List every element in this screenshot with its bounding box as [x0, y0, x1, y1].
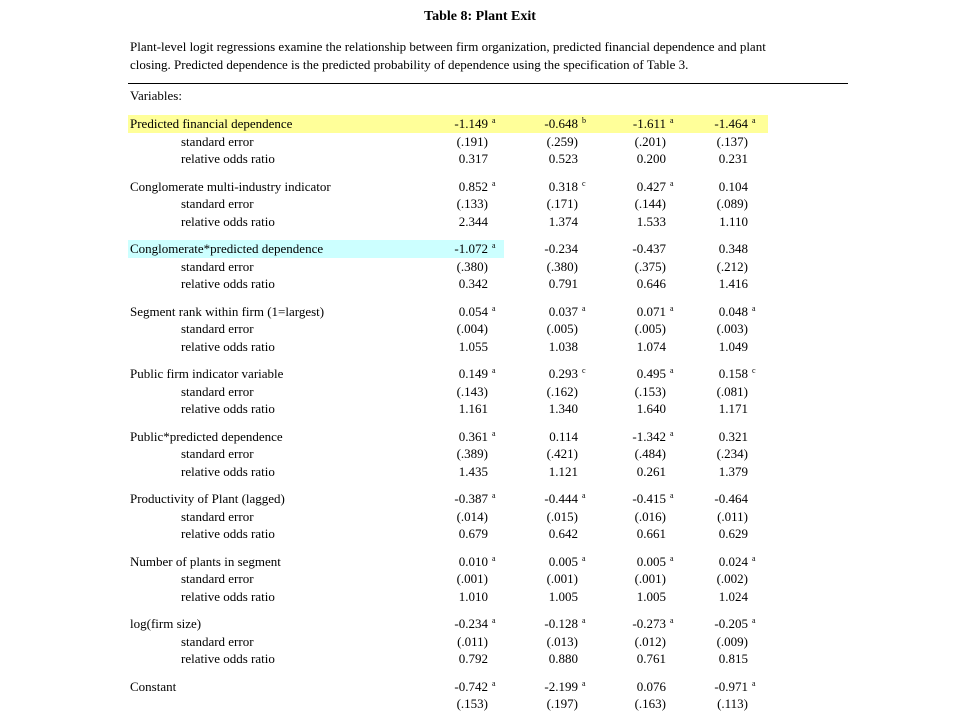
- cell-value: (.001): [546, 571, 578, 586]
- cell-value: -0.742: [454, 678, 488, 694]
- cell-value: 1.121: [548, 463, 578, 479]
- cell-value: 0.679: [458, 526, 488, 541]
- cell-value: -0.415: [632, 491, 666, 506]
- cell-value: 0.104: [718, 178, 748, 194]
- significance-marker: a: [670, 553, 674, 563]
- cell-value: 1.340: [548, 401, 578, 416]
- significance-marker: a: [752, 553, 756, 563]
- cell-value: 0.114: [549, 428, 578, 444]
- significance-marker: a: [492, 553, 496, 563]
- significance-marker: a: [752, 303, 756, 313]
- table-subrow: [0, 463, 960, 481]
- significance-marker: a: [492, 678, 496, 688]
- cell-value: -1.464: [714, 116, 748, 131]
- cell-value: (.421): [546, 446, 578, 461]
- cell-value: 0.048: [718, 303, 748, 319]
- cell-value: (.001): [634, 571, 666, 586]
- cell-value: -1.072: [454, 241, 488, 256]
- table-subrow: [0, 133, 960, 151]
- significance-marker: a: [752, 116, 756, 125]
- cell-value: -0.128: [544, 616, 578, 631]
- cell-value: (.153): [456, 696, 488, 711]
- cell-value: (.002): [716, 571, 748, 586]
- table-subrow: [0, 150, 960, 168]
- cell-value: 1.010: [458, 588, 488, 604]
- table-subrow: [0, 525, 960, 543]
- cell-value: (.153): [634, 383, 666, 399]
- cell-value: (.197): [546, 696, 578, 711]
- significance-marker: a: [492, 303, 496, 313]
- table-row: [0, 240, 960, 258]
- cell-value: -0.387: [454, 491, 488, 506]
- table-row: [0, 615, 960, 633]
- cell-value: (.144): [634, 196, 666, 211]
- cell-value: 0.024: [718, 553, 748, 569]
- significance-marker: a: [582, 553, 586, 563]
- cell-value: (.234): [716, 446, 748, 461]
- row-label: log(firm size): [130, 616, 202, 631]
- row-label: standard error: [181, 633, 254, 649]
- cell-value: -0.444: [544, 491, 578, 506]
- row-label: standard error: [181, 196, 254, 211]
- table-row: [0, 678, 960, 696]
- significance-marker: a: [492, 428, 496, 438]
- significance-marker: a: [492, 241, 496, 250]
- cell-value: 0.149: [458, 366, 488, 381]
- table-row: [0, 303, 960, 321]
- cell-value: 0.495: [636, 366, 666, 381]
- cell-value: 0.761: [636, 651, 666, 666]
- significance-marker: a: [670, 428, 674, 438]
- table-subrow: [0, 195, 960, 213]
- cell-value: -0.648: [544, 116, 578, 131]
- cell-value: 1.379: [718, 463, 748, 479]
- header-rule: [128, 83, 848, 84]
- cell-value: (.015): [546, 508, 578, 524]
- cell-value: (.484): [634, 446, 666, 461]
- cell-value: (.081): [716, 383, 748, 399]
- variables-heading: Variables:: [130, 88, 182, 103]
- cell-value: 1.640: [636, 401, 666, 416]
- cell-value: 1.005: [636, 588, 666, 604]
- table-subrow: [0, 275, 960, 293]
- significance-marker: a: [492, 116, 496, 125]
- cell-value: (.012): [634, 633, 666, 649]
- table-subrow: [0, 695, 960, 713]
- table-subrow: [0, 650, 960, 668]
- description-line: closing. Predicted dependence is the predicted probability of dependence using the specification of Table 3.: [130, 57, 689, 72]
- cell-value: 1.024: [718, 588, 748, 604]
- cell-value: (.191): [456, 133, 488, 149]
- significance-marker: a: [492, 616, 496, 625]
- table-row: [0, 178, 960, 196]
- cell-value: 0.071: [636, 303, 666, 319]
- significance-marker: a: [670, 366, 674, 375]
- row-label: standard error: [181, 133, 254, 149]
- row-label: standard error: [181, 571, 254, 586]
- cell-value: (.143): [456, 383, 488, 399]
- table-title: Table 8: Plant Exit: [424, 9, 536, 24]
- cell-value: (.001): [456, 571, 488, 586]
- table-description: [130, 38, 830, 74]
- cell-value: -1.611: [632, 116, 666, 131]
- cell-value: 1.038: [548, 338, 578, 354]
- cell-value: 2.344: [458, 213, 488, 229]
- cell-value: 0.158: [718, 366, 748, 381]
- cell-value: (.013): [546, 633, 578, 649]
- table-row: [0, 365, 960, 383]
- cell-value: (.171): [546, 196, 578, 211]
- row-label: Number of plants in segment: [130, 553, 281, 569]
- row-label: Constant: [130, 678, 177, 694]
- table-row: [0, 428, 960, 446]
- cell-value: -0.234: [544, 241, 578, 256]
- significance-marker: a: [582, 303, 586, 313]
- cell-value: (.003): [716, 321, 748, 336]
- cell-value: -0.437: [632, 241, 666, 256]
- cell-value: 1.533: [636, 213, 666, 229]
- significance-marker: a: [670, 303, 674, 313]
- cell-value: 0.005: [548, 553, 578, 569]
- cell-value: 0.791: [548, 276, 578, 291]
- cell-value: (.089): [716, 196, 748, 211]
- cell-value: 0.318: [548, 178, 578, 194]
- cell-value: (.014): [456, 508, 488, 524]
- cell-value: 0.880: [548, 651, 578, 666]
- cell-value: (.137): [716, 133, 748, 149]
- cell-value: 0.427: [636, 178, 666, 194]
- cell-value: 0.293: [548, 366, 578, 381]
- table-subrow: [0, 400, 960, 418]
- cell-value: 0.792: [458, 651, 488, 666]
- cell-value: 0.342: [458, 276, 488, 291]
- cell-value: 0.037: [548, 303, 578, 319]
- table-subrow: [0, 383, 960, 401]
- cell-value: (.375): [634, 258, 666, 274]
- cell-value: (.201): [634, 133, 666, 149]
- table-subrow: [0, 213, 960, 231]
- row-label: Public firm indicator variable: [130, 366, 284, 381]
- table-subrow: [0, 588, 960, 606]
- table-subrow: [0, 320, 960, 338]
- table-subrow: [0, 338, 960, 356]
- row-label: relative odds ratio: [181, 651, 275, 666]
- row-label: standard error: [181, 508, 254, 524]
- cell-value: 1.005: [548, 588, 578, 604]
- significance-marker: a: [670, 491, 674, 500]
- cell-value: 1.416: [718, 276, 748, 291]
- cell-value: 0.642: [548, 526, 578, 541]
- cell-value: (.162): [546, 383, 578, 399]
- table-subrow: [0, 445, 960, 463]
- cell-value: -0.273: [632, 616, 666, 631]
- cell-value: 0.629: [718, 526, 748, 541]
- significance-marker: a: [670, 616, 674, 625]
- cell-value: (.389): [456, 446, 488, 461]
- cell-value: (.163): [634, 696, 666, 711]
- significance-marker: c: [582, 366, 586, 375]
- cell-value: 1.374: [548, 213, 578, 229]
- cell-value: (.212): [716, 258, 748, 274]
- regression-table: [0, 115, 960, 713]
- cell-value: 0.261: [636, 463, 666, 479]
- cell-value: -2.199: [544, 678, 578, 694]
- row-label: Predicted financial dependence: [130, 116, 293, 131]
- cell-value: 0.010: [458, 553, 488, 569]
- significance-marker: a: [670, 178, 674, 188]
- cell-value: (.004): [456, 321, 488, 336]
- cell-value: 1.049: [718, 338, 748, 354]
- cell-value: 0.815: [718, 651, 748, 666]
- row-label: relative odds ratio: [181, 401, 275, 416]
- significance-marker: c: [582, 178, 586, 188]
- significance-marker: b: [582, 116, 586, 125]
- significance-marker: a: [670, 116, 674, 125]
- table-row: [0, 115, 960, 133]
- table-subrow: [0, 258, 960, 276]
- cell-value: (.005): [546, 321, 578, 336]
- cell-value: -0.234: [454, 616, 488, 631]
- cell-value: (.016): [634, 508, 666, 524]
- cell-value: 0.200: [636, 151, 666, 166]
- row-label: Conglomerate multi-industry indicator: [130, 178, 331, 194]
- significance-marker: a: [582, 616, 586, 625]
- significance-marker: a: [752, 616, 756, 625]
- cell-value: 1.435: [458, 463, 488, 479]
- significance-marker: a: [492, 366, 496, 375]
- table-subrow: [0, 508, 960, 526]
- cell-value: 0.076: [636, 678, 666, 694]
- table-row: [0, 490, 960, 508]
- description-line: Plant-level logit regressions examine the relationship between firm organization, predicted financial dependence and plant: [130, 39, 766, 54]
- cell-value: (.113): [717, 696, 748, 711]
- cell-value: (.259): [546, 133, 578, 149]
- significance-marker: c: [752, 366, 756, 375]
- cell-value: 0.054: [458, 303, 488, 319]
- row-label: Segment rank within firm (1=largest): [130, 303, 325, 319]
- cell-value: 1.110: [719, 213, 748, 229]
- significance-marker: a: [752, 678, 756, 688]
- cell-value: 1.055: [458, 338, 488, 354]
- cell-value: -1.342: [632, 428, 666, 444]
- cell-value: (.009): [716, 633, 748, 649]
- table-subrow: [0, 633, 960, 651]
- cell-value: 0.852: [458, 178, 488, 194]
- cell-value: (.133): [456, 196, 488, 211]
- table-row: [0, 553, 960, 571]
- row-label: standard error: [181, 383, 254, 399]
- row-label: relative odds ratio: [181, 463, 275, 479]
- cell-value: 0.348: [718, 241, 748, 256]
- cell-value: 1.161: [458, 401, 488, 416]
- cell-value: 0.231: [718, 151, 748, 166]
- row-label: Productivity of Plant (lagged): [130, 491, 285, 506]
- row-label: Conglomerate*predicted dependence: [130, 241, 324, 256]
- row-label: standard error: [181, 446, 254, 461]
- cell-value: 0.317: [458, 151, 488, 166]
- cell-value: 1.171: [718, 401, 748, 416]
- cell-value: 0.523: [548, 151, 578, 166]
- row-label: standard error: [181, 258, 254, 274]
- cell-value: 0.661: [636, 526, 666, 541]
- row-label: Public*predicted dependence: [130, 428, 283, 444]
- cell-value: (.011): [717, 508, 748, 524]
- cell-value: 0.361: [458, 428, 488, 444]
- cell-value: 1.074: [636, 338, 666, 354]
- row-label: relative odds ratio: [181, 588, 275, 604]
- row-label: relative odds ratio: [181, 276, 275, 291]
- cell-value: -1.149: [454, 116, 488, 131]
- significance-marker: a: [492, 178, 496, 188]
- row-label: relative odds ratio: [181, 526, 275, 541]
- cell-value: -0.971: [714, 678, 748, 694]
- row-label: relative odds ratio: [181, 151, 275, 166]
- cell-value: 0.005: [636, 553, 666, 569]
- row-label: relative odds ratio: [181, 213, 275, 229]
- row-label: standard error: [181, 321, 254, 336]
- cell-value: (.380): [456, 258, 488, 274]
- significance-marker: a: [582, 678, 586, 688]
- cell-value: (.005): [634, 321, 666, 336]
- significance-marker: a: [492, 491, 496, 500]
- cell-value: (.380): [546, 258, 578, 274]
- row-label: relative odds ratio: [181, 338, 275, 354]
- table-subrow: [0, 570, 960, 588]
- cell-value: -0.464: [714, 491, 748, 506]
- cell-value: 0.646: [636, 276, 666, 291]
- cell-value: (.011): [457, 633, 488, 649]
- cell-value: 0.321: [718, 428, 748, 444]
- cell-value: -0.205: [714, 616, 748, 631]
- significance-marker: a: [582, 491, 586, 500]
